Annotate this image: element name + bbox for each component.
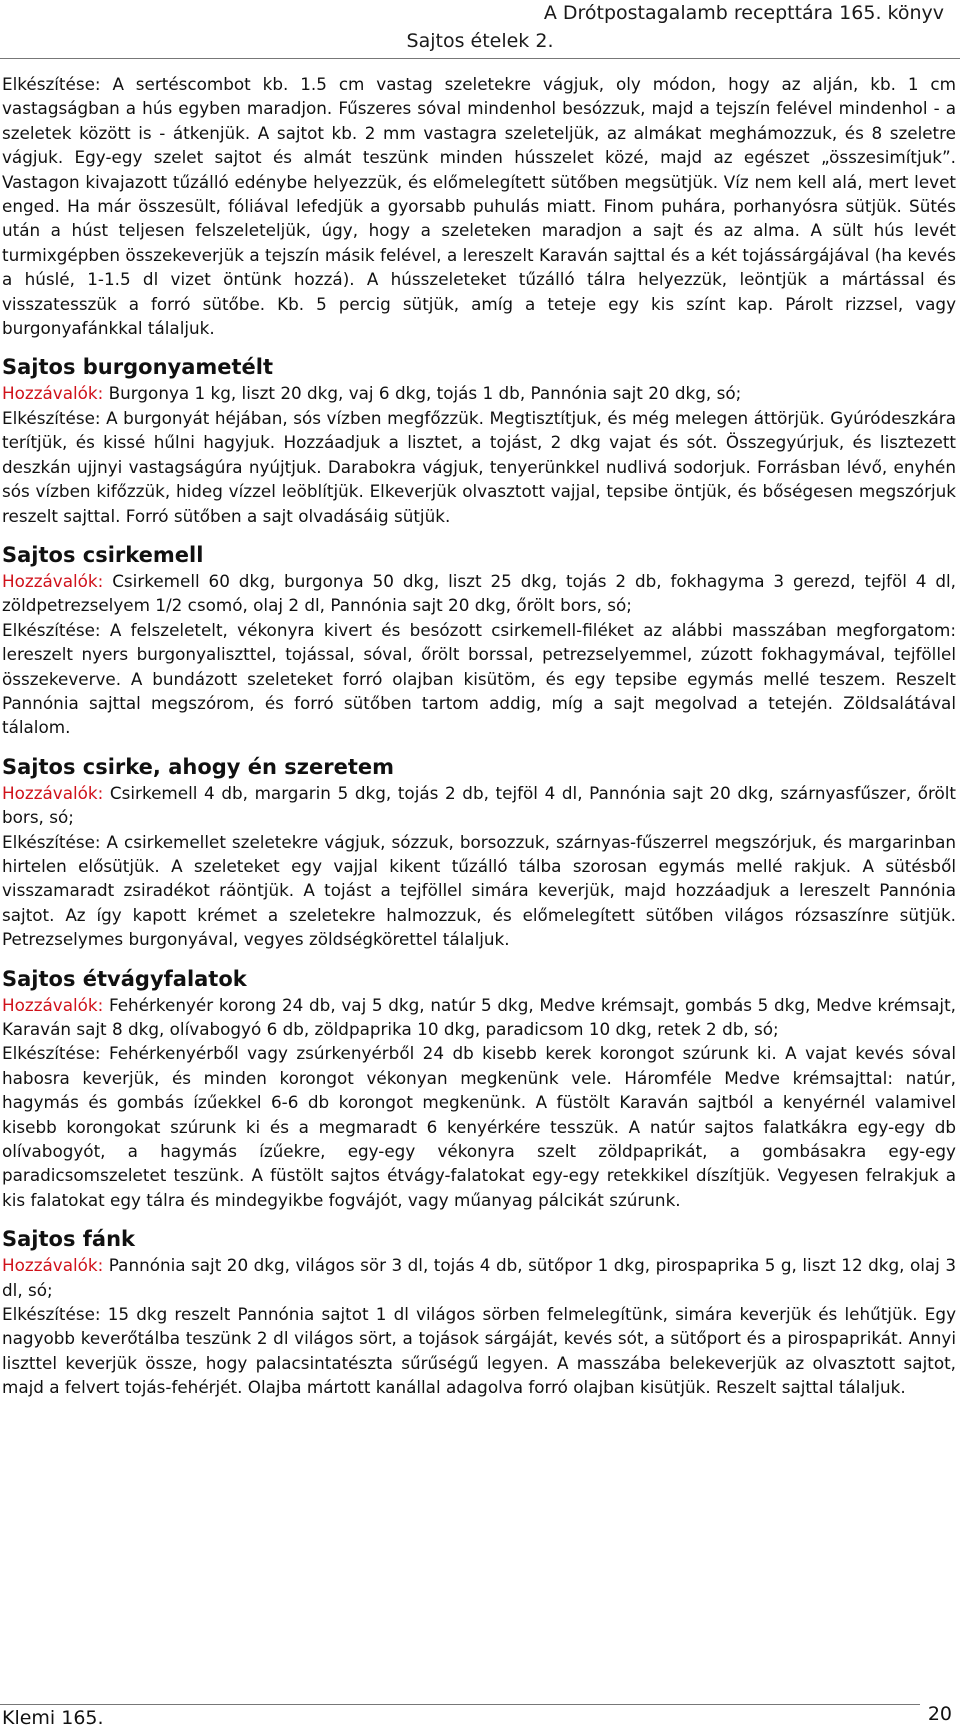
recipe-method: Elkészítése: 15 dkg reszelt Pannónia sajtot 1 dl világos sörben felmelegítünk, simára keverjük és lehűtjük. Egy nagyobb keverőtálba teszünk 2 dl világos sört, a tojások sárgáját, kevés sót, a sütőport és a pirospaprikát. Annyi liszttel keverjük össze, hogy palacsintatészta sűrűségű legyen. A masszába belekeverjük az olvasztott sajtot, majd a felvert tojás-fehérjét. Olajba mártott kanállal adagolva forró olajban kisütjük. Reszelt sajttal tálaljuk.	[2, 1304, 956, 1398]
ingredients-label: Hozzávalók:	[2, 383, 104, 404]
recipe-method: Elkészítése: Fehérkenyérből vagy zsúrkenyérből 24 db kisebb kerek korongot szúrunk ki. A vajat kevés sóval habosra keverjük, és minden korongot vékonyan megkenünk vele. Háromféle Medve krémsajttal: natúr, hagymás és gombás ízűekkel 6-6 db korongot megkenünk. A füstölt Karaván sajtból a kenyérnél valamivel kisebb korongokat szúrunk ki és a megmaradt 6 kenyérkére tesszük. A natúr sajtos falatkákra egy-egy db olívabogyót, a hagymás ízűekre, egy-egy vékonyra szelt zöldpaprikát, a gombásakra egy-egy paradicsomszeletet teszünk. A füstölt sajtos étvágy-falatokat egy-egy retekkikel díszítjük. Vegyesen felrakjuk a kis falatokat egy tálra és mindegyikbe fogvájót, vagy műanyag pálcikát szúrunk.	[2, 1043, 956, 1210]
recipe-title: Sajtos fánk	[2, 1227, 135, 1252]
recipe-ingredients	[2, 781, 956, 830]
header-divider	[0, 58, 960, 59]
footer-author: Klemi 165.	[2, 1707, 104, 1729]
page-content	[2, 72, 956, 1400]
ingredients-text: Burgonya 1 kg, liszt 20 dkg, vaj 6 dkg, tojás 1 db, Pannónia sajt 20 dkg, só;	[103, 383, 742, 404]
ingredients-label: Hozzávalók:	[2, 994, 104, 1015]
recipe-title: Sajtos étvágyfalatok	[2, 966, 247, 991]
ingredients-text: Pannónia sajt 20 dkg, világos sör 3 dl, tojás 4 db, sütőpor 1 dkg, pirospaprika 5 g, liszt 12 dkg, olaj 3 dl, só;	[2, 1255, 956, 1300]
recipe-section	[2, 753, 956, 952]
recipe-title: Sajtos csirke, ahogy én szeretem	[2, 754, 395, 779]
recipe-section	[2, 965, 956, 1213]
ingredients-label: Hozzávalók:	[2, 1255, 104, 1276]
ingredients-text: Csirkemell 4 db, margarin 5 dkg, tojás 2 db, tejföl 4 dl, Pannónia sajt 20 dkg, szárnyasfűszer, őrölt bors, só;	[2, 782, 956, 828]
intro-paragraph: Elkészítése: A sertéscombot kb. 1.5 cm vastag szeletekre vágjuk, oly módon, hogy az alján, kb. 1 cm vastagságban a hús egyben maradjon. Fűszeres sóval mindenhol besózzuk, majd a tejszín felével mindenhol - a szeletek között is - átkenjük. A sajtot kb. 2 mm vastagra szeleteljük, az almákat meghámozzuk, és 8 szeletre vágjuk. Egy-egy szelet sajtot és almát teszünk minden hússzelet közé, majd az egészet „összesimítjuk”. Vastagon kivajazott tűzálló edénybe helyezzük, és előmelegített sütőben megsütjük. Víz nem kell alá, mert levet enged. Ha már összesült, fóliával lefedjük a gyorsabb puhulás miatt. Finom puhára, porhanyósra sütjük. Sütés után a húst teljesen felszeleteljük, úgy, hogy a szeleteken maradjon a sajt és az alma. A sült hús levét turmixgépben összekeverjük a tejszín másik felével, a lereszelt Karaván sajttal és a két tojássárgájával (ha kevés a húslé, 1-1.5 dl vizet öntünk hozzá). A hússzeleteket tűzálló tálra helyezzük, leöntjük a mártással és visszatesszük a forró sütőbe. Kb. 5 percig sütjük, amíg a teteje egy kis színt kap. Párolt rizzsel, vagy burgonyafánkkal tálaljuk.	[2, 74, 956, 339]
recipe-section	[2, 353, 956, 527]
recipe-method: Elkészítése: A felszeletelt, vékonyra kivert és besózott csirkemell-filéket az alábbi masszában megforgatom: lereszelt nyers burgonyaliszttel, tojással, sóval, őrölt borssal, petrezselyemmel, zúzott fokhagymával, tejföllel összekeverve. A bundázott szeleteket forró olajban kisütöm, és egy tepsibe egymás mellé teszem. Reszelt Pannónia sajttal megszórom, és forró sütőben tartom addig, míg a sajt megolvad a tetején. Zöldsalátával tálalom.	[2, 619, 956, 738]
ingredients-label: Hozzávalók:	[2, 782, 104, 803]
recipe-ingredients	[2, 1253, 956, 1302]
ingredients-text: Csirkemell 60 dkg, burgonya 50 dkg, liszt 25 dkg, tojás 2 db, fokhagyma 3 gerezd, tejföl 4 dl, zöldpetrezselyem 1/2 csomó, olaj 2 dl, Pannónia sajt 20 dkg, őrölt bors, só;	[2, 570, 956, 616]
chapter-title: Sajtos ételek 2.	[406, 30, 554, 52]
recipe-title: Sajtos burgonyametélt	[2, 355, 274, 380]
footer-divider	[0, 1704, 920, 1705]
recipe-section	[2, 1225, 956, 1399]
recipe-method: Elkészítése: A csirkemellet szeletekre vágjuk, sózzuk, borsozzuk, szárnyas-fűszerrel megszórjuk, és margarinban hirtelen elősütjük. A szeleteket egy vajjal kikent tűzálló tálba szorosan egymás mellé rakjuk. A sütésből visszamaradt zsiradékot ráöntjük. A tojást a tejföllel simára keverjük, majd hozzáadjuk a lereszelt Pannónia sajtot. Az így kapott krémet a szeletekre halmozzuk, és előmelegített sütőben világos rózsaszínre sütjük. Petrezselymes burgonyával, vegyes zöldségkörettel tálaljuk.	[2, 831, 956, 950]
ingredients-label: Hozzávalók:	[2, 570, 104, 591]
recipe-title: Sajtos csirkemell	[2, 542, 204, 567]
ingredients-text: Fehérkenyér korong 24 db, vaj 5 dkg, natúr 5 dkg, Medve krémsajt, gombás 5 dkg, Medve krémsajt, Karaván sajt 8 dkg, olívabogyó 6 db, zöldpaprika 10 dkg, paradicsom 10 dkg, retek 2 db, só;	[2, 994, 956, 1039]
recipe-section	[2, 541, 956, 740]
book-title: A Drótpostagalamb recepttára 165. könyv	[543, 2, 944, 24]
recipe-ingredients	[2, 993, 956, 1042]
recipe-ingredients	[2, 381, 956, 405]
recipe-method: Elkészítése: A burgonyát héjában, sós vízben megfőzzük. Megtisztítjuk, és még melegen áttörjük. Gyúródeszkára terítjük, és kissé hűlni hagyjuk. Hozzáadjuk a lisztet, a tojást, 2 dkg vajat és sót. Összegyúrjuk, és lisztezett deszkán ujjnyi vastagságúra nyújtjuk. Darabokra vágjuk, tenyerünkkel nudlivá sodorjuk. Forrásban lévő, enyhén sós vízben kifőzzük, hideg vízzel leöblítjük. Elkeverjük olvasztott vajjal, tepsibe öntjük, és bőségesen megszórjuk reszelt sajttal. Forró sütőben a sajt olvadásáig sütjük.	[2, 407, 956, 526]
page-number: 20	[927, 1703, 952, 1725]
recipe-ingredients	[2, 569, 956, 618]
